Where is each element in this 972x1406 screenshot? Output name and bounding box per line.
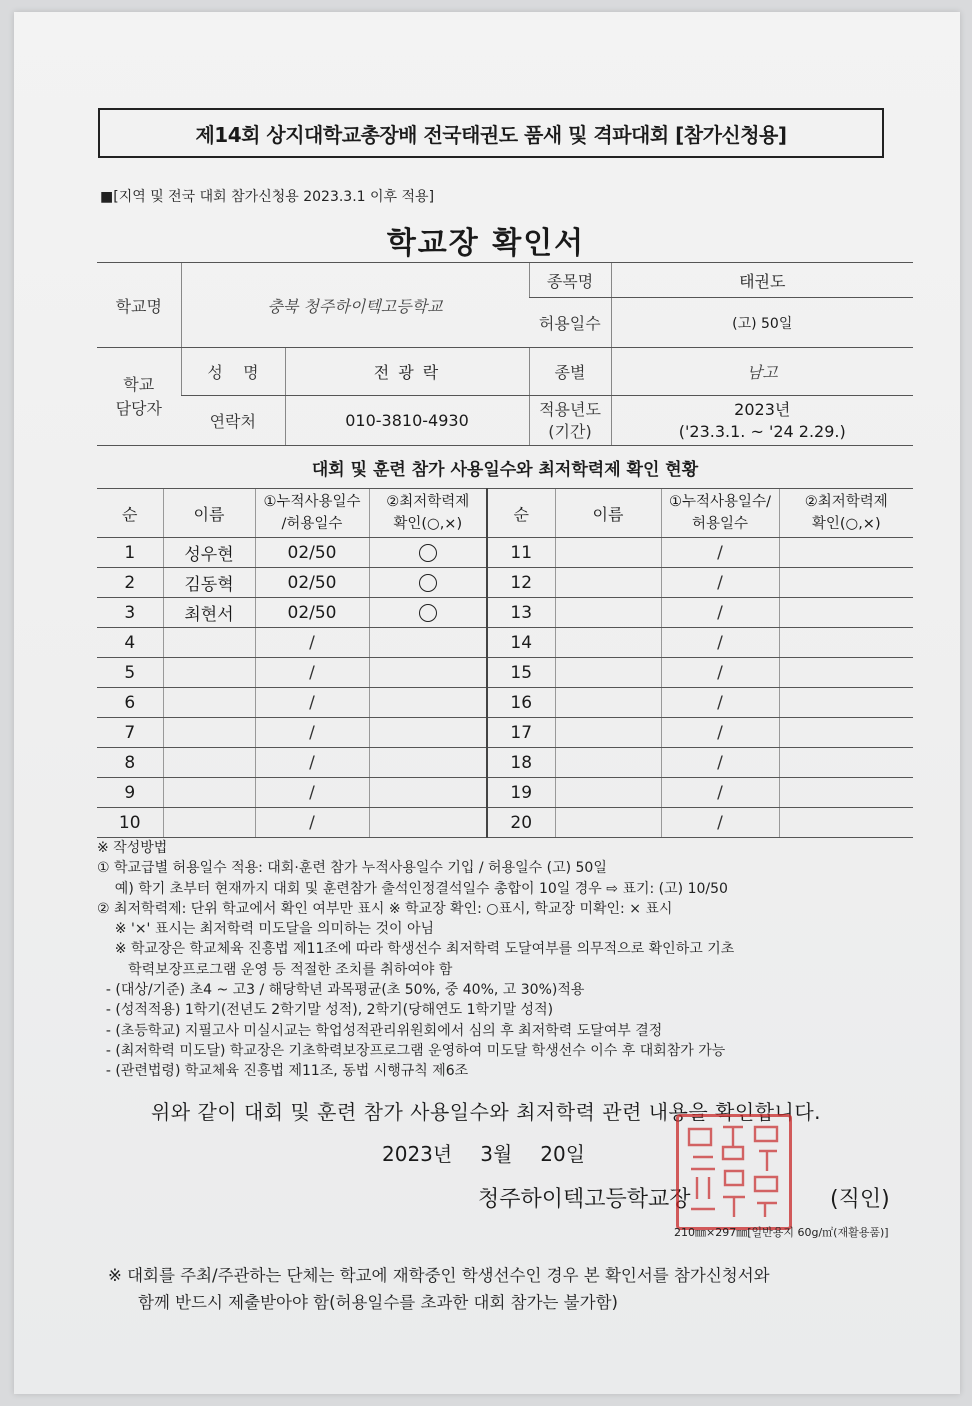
row-no-right: 11 (487, 538, 555, 568)
table-row (97, 808, 913, 838)
row-no-right: 16 (487, 688, 555, 718)
contact-person-label (97, 348, 181, 446)
table-row (97, 718, 913, 748)
year-value (611, 396, 913, 446)
row-days: 02/50 (255, 538, 369, 568)
header-confirm-right-line1: ②최저학력제 (804, 494, 888, 510)
row-no: 6 (97, 688, 163, 718)
note-line: - (관련법령) 학교체육 진흥법 제11조, 동법 시행규칙 제6조 (97, 1063, 469, 1080)
note-line: - (최저학력 미도달) 학교장은 기초학력보장프로그램 운영하여 미도달 학생선수 이수 후 대회참가 가능 (97, 1042, 726, 1059)
row-name-right (555, 778, 661, 808)
circle-mark-icon (419, 604, 437, 622)
row-days-right: / (661, 778, 779, 808)
header-days-right-line2: 허용일수 (691, 516, 749, 532)
note-line: ※ 작성방법 (97, 840, 168, 856)
row-no-right: 19 (487, 778, 555, 808)
row-confirm (369, 658, 487, 688)
row-no: 5 (97, 658, 163, 688)
row-days-right: / (661, 598, 779, 628)
row-confirm-right (779, 658, 913, 688)
row-days: 02/50 (255, 568, 369, 598)
row-name-right (555, 628, 661, 658)
table-row (97, 568, 913, 598)
note-line: 예) 학기 초부터 현재까지 대회 및 훈련참가 출석인정결석일수 총합이 10일 경우 ⇨ 표기: (고) 10/50 (97, 880, 728, 897)
row-days-right: / (661, 748, 779, 778)
header-confirm-right-line2: 확인(○,×) (811, 516, 881, 532)
header-no: 순 (97, 489, 163, 538)
year-label (529, 396, 611, 446)
row-days: / (255, 718, 369, 748)
row-days-right: / (661, 538, 779, 568)
row-name: 성우현 (163, 538, 255, 568)
note-line: - (초등학교) 지필고사 미실시교는 학업성적관리위원회에서 심의 후 최저학력 도달여부 결정 (97, 1022, 663, 1039)
seal-label: (직인) (830, 1187, 890, 1212)
year-value-line2: ('23.3.1. ~ '24 2.29.) (678, 421, 846, 441)
row-days: / (255, 778, 369, 808)
paper-spec: 210㎜×297㎜[일반용지 60g/㎡(재활용품)] (674, 1226, 889, 1239)
official-seal (676, 1114, 792, 1230)
row-confirm-right (779, 778, 913, 808)
roster-header-row (97, 489, 913, 538)
row-name (163, 628, 255, 658)
row-days-right: / (661, 718, 779, 748)
date-day: 20일 (540, 1142, 586, 1166)
school-label: 학교명 (97, 263, 181, 348)
contact-label-line1: 학교 (123, 374, 155, 394)
row-name (163, 658, 255, 688)
table-row (97, 628, 913, 658)
note-line: ① 학교급별 허용일수 적용: 대회·훈련 참가 누적사용일수 기입 / 허용일수 (고) 50일 (97, 860, 607, 877)
header-days-line2: /허용일수 (281, 516, 343, 532)
row-no-right: 18 (487, 748, 555, 778)
circle-mark-icon (419, 574, 437, 592)
circle-mark-icon (419, 544, 437, 562)
row-days-right: / (661, 628, 779, 658)
row-no-right: 12 (487, 568, 555, 598)
date-year: 2023년 (382, 1142, 453, 1166)
table-row (97, 658, 913, 688)
row-no-right: 17 (487, 718, 555, 748)
row-confirm (369, 538, 487, 568)
allowed-days-value: (고) 50일 (611, 298, 913, 348)
note-line: ※ 학교장은 학교체육 진흥법 제11조에 따라 학생선수 최저학력 도달여부를 의무적으로 확인하고 기초 (97, 941, 735, 958)
note-line: 학력보장프로그램 운영 등 적절한 조치를 취하여야 함 (97, 961, 453, 978)
row-confirm-right (779, 628, 913, 658)
event-label: 종목명 (529, 263, 611, 298)
row-days-right: / (661, 568, 779, 598)
row-no: 7 (97, 718, 163, 748)
row-confirm (369, 778, 487, 808)
row-confirm (369, 718, 487, 748)
phone-label: 연락처 (181, 396, 285, 446)
row-confirm (369, 808, 487, 838)
category-value: 남고 (611, 348, 913, 396)
confirmation-statement: 위와 같이 대회 및 훈련 참가 사용일수와 최저학력 관련 내용을 확인합니다. (150, 1100, 822, 1124)
sub-note: ■[지역 및 전국 대회 참가신청용 2023.3.1 이후 적용] (100, 189, 435, 205)
row-name: 최현서 (163, 598, 255, 628)
row-confirm (369, 598, 487, 628)
table-row (97, 688, 913, 718)
submission-footnote (108, 1262, 770, 1316)
row-confirm-right (779, 688, 913, 718)
row-confirm (369, 628, 487, 658)
row-days: / (255, 628, 369, 658)
row-no: 8 (97, 748, 163, 778)
allowed-days-label: 허용일수 (529, 298, 611, 348)
event-value: 태권도 (611, 263, 913, 298)
row-name: 김동혁 (163, 568, 255, 598)
row-name-right (555, 808, 661, 838)
row-no-right: 15 (487, 658, 555, 688)
header-days-right-line1: ①누적사용일수/ (669, 494, 771, 510)
row-confirm (369, 688, 487, 718)
signature-date (382, 1138, 613, 1167)
row-confirm (369, 748, 487, 778)
header-days (255, 489, 369, 538)
row-days: / (255, 688, 369, 718)
row-name-right (555, 688, 661, 718)
school-signature: 청주하이텍고등학교장 (478, 1187, 691, 1212)
row-no-right: 20 (487, 808, 555, 838)
row-confirm-right (779, 718, 913, 748)
header-name-right: 이름 (555, 489, 661, 538)
header-confirm-right (779, 489, 913, 538)
note-line: ※ '×' 표시는 최저학력 미도달을 의미하는 것이 아님 (97, 921, 435, 938)
year-value-line1: 2023년 (734, 399, 791, 419)
footnote-line2: 함께 반드시 제출받아야 함(허용일수를 초과한 대회 참가는 불가함) (138, 1293, 618, 1312)
row-name-right (555, 538, 661, 568)
name-label: 성 명 (181, 348, 285, 396)
row-confirm-right (779, 538, 913, 568)
row-no: 3 (97, 598, 163, 628)
row-confirm-right (779, 598, 913, 628)
row-no: 1 (97, 538, 163, 568)
row-no: 9 (97, 778, 163, 808)
document-title: 학교장 확인서 (386, 226, 586, 261)
row-no-right: 13 (487, 598, 555, 628)
row-name (163, 718, 255, 748)
row-days: 02/50 (255, 598, 369, 628)
header-days-right (661, 489, 779, 538)
row-name (163, 808, 255, 838)
row-name-right (555, 718, 661, 748)
row-no: 2 (97, 568, 163, 598)
row-name-right (555, 658, 661, 688)
note-line: - (대상/기준) 초4 ~ 고3 / 해당학년 과목평균(초 50%, 중 40%, 고 30%)적용 (97, 982, 585, 999)
row-name-right (555, 748, 661, 778)
school-value: 충북 청주하이텍고등학교 (181, 263, 529, 348)
row-days: / (255, 808, 369, 838)
seal-icon (679, 1117, 789, 1227)
row-confirm-right (779, 748, 913, 778)
row-no-right: 14 (487, 628, 555, 658)
footnote-line1: ※ 대회를 주최/주관하는 단체는 학교에 재학중인 학생선수인 경우 본 확인서를 참가신청서와 (108, 1266, 770, 1285)
table-row (97, 778, 913, 808)
date-month: 3월 (480, 1142, 513, 1166)
header-no-right: 순 (487, 489, 555, 538)
row-days-right: / (661, 808, 779, 838)
note-line: - (성적적용) 1학기(전년도 2학기말 성적), 2학기(당해연도 1학기말 성적) (97, 1002, 554, 1019)
row-days-right: / (661, 658, 779, 688)
header-confirm (369, 489, 487, 538)
competition-title: 제14회 상지대학교총장배 전국태권도 품새 및 격파대회 [참가신청용] (98, 108, 884, 158)
table-row (97, 538, 913, 568)
row-confirm-right (779, 568, 913, 598)
contact-label-line2: 담당자 (115, 398, 162, 418)
phone-value: 010-3810-4930 (285, 396, 529, 446)
name-value: 전 광 락 (285, 348, 529, 396)
row-days-right: / (661, 688, 779, 718)
row-no: 4 (97, 628, 163, 658)
header-confirm-line2: 확인(○,×) (393, 516, 463, 532)
category-label: 종별 (529, 348, 611, 396)
table-row (97, 598, 913, 628)
row-confirm-right (779, 808, 913, 838)
row-name-right (555, 568, 661, 598)
row-name (163, 688, 255, 718)
row-name (163, 748, 255, 778)
row-no: 10 (97, 808, 163, 838)
row-days: / (255, 748, 369, 778)
writing-instructions (97, 838, 917, 1082)
roster-section-title: 대회 및 훈련 참가 사용일수와 최저학력제 확인 현황 (311, 460, 699, 480)
row-days: / (255, 658, 369, 688)
row-name (163, 778, 255, 808)
header-days-line1: ①누적사용일수 (263, 494, 361, 510)
table-row (97, 748, 913, 778)
school-info-table (97, 262, 913, 446)
roster-table (97, 488, 913, 838)
row-confirm (369, 568, 487, 598)
year-label-line1: 적용년도 (539, 399, 601, 419)
header-confirm-line1: ②최저학력제 (386, 494, 470, 510)
year-label-line2: (기간) (548, 421, 592, 441)
note-line: ② 최저학력제: 단위 학교에서 확인 여부만 표시 ※ 학교장 확인: ○표시, 학교장 미확인: × 표시 (97, 900, 673, 917)
header-name: 이름 (163, 489, 255, 538)
row-name-right (555, 598, 661, 628)
